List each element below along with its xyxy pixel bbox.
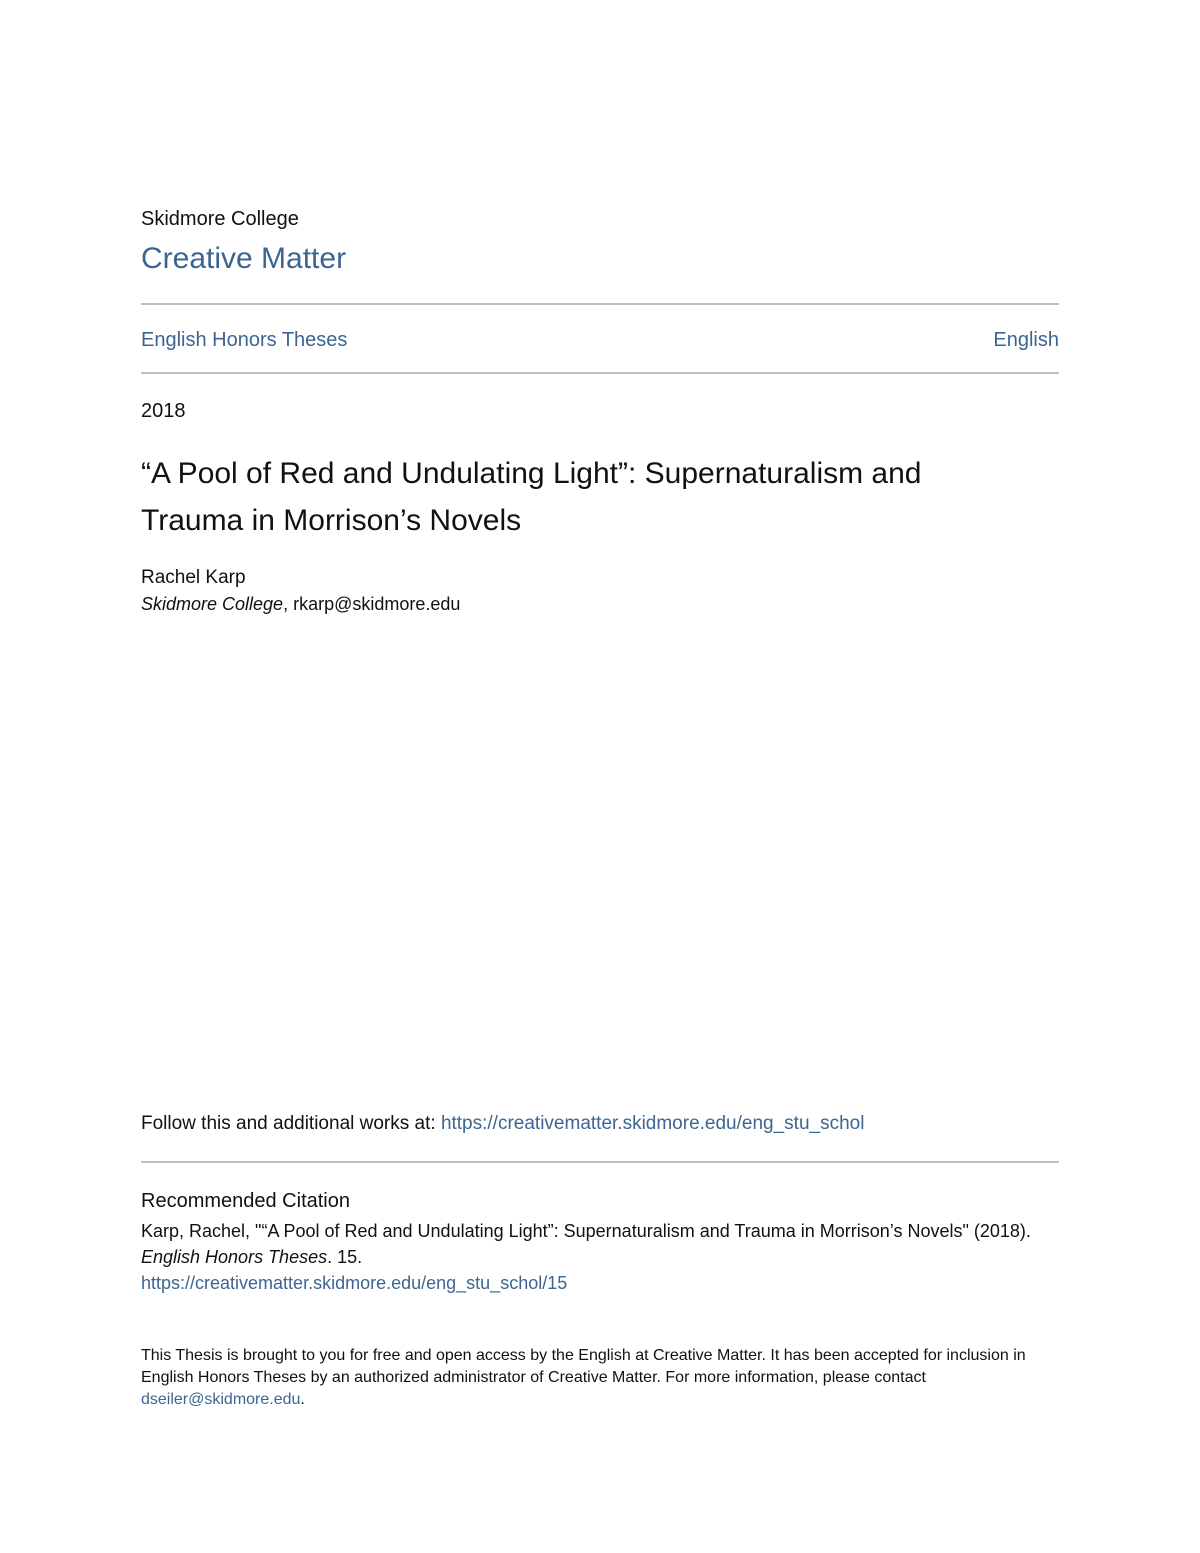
author-name: Rachel Karp bbox=[141, 567, 246, 588]
contact-email-link[interactable]: dseiler@skidmore.edu bbox=[141, 1391, 301, 1408]
citation-number: . 15. bbox=[327, 1247, 363, 1267]
access-notice-text: This Thesis is brought to you for free and open access by the English at Creative Matter. It has been accepted for inclusion in English Honors Theses by an authorized administrator of Creative Matter. For more information, please contact bbox=[141, 1347, 1026, 1386]
publication-year: 2018 bbox=[141, 400, 186, 422]
divider-top bbox=[141, 303, 1059, 305]
title-line-1: “A Pool of Red and Undulating Light”: Supernaturalism and bbox=[141, 457, 922, 490]
institution-name: Skidmore College bbox=[141, 208, 299, 230]
follow-url-link[interactable]: https://creativematter.skidmore.edu/eng_stu_schol bbox=[440, 1113, 865, 1134]
document-title bbox=[141, 450, 1001, 544]
follow-line bbox=[141, 1111, 864, 1137]
affiliation-email: , rkarp@skidmore.edu bbox=[283, 594, 461, 614]
divider-series bbox=[141, 372, 1059, 374]
series-row bbox=[141, 326, 1059, 354]
follow-label: Follow this and additional works at: bbox=[141, 1113, 441, 1134]
citation-body bbox=[141, 1218, 1059, 1296]
title-line-2: Trauma in Morrison’s Novels bbox=[141, 504, 522, 537]
affiliation-institution: Skidmore College bbox=[141, 594, 284, 614]
citation-url-link[interactable]: https://creativematter.skidmore.edu/eng_stu_schol/15 bbox=[141, 1273, 568, 1293]
repository-link[interactable]: Creative Matter bbox=[141, 242, 347, 275]
access-notice-period: . bbox=[300, 1391, 305, 1408]
citation-heading: Recommended Citation bbox=[141, 1190, 350, 1212]
collection-link[interactable]: English Honors Theses bbox=[141, 329, 348, 351]
divider-citation bbox=[141, 1161, 1059, 1163]
author-affiliation bbox=[141, 592, 460, 616]
department-link[interactable]: English bbox=[993, 329, 1059, 351]
citation-series: English Honors Theses bbox=[141, 1247, 328, 1267]
access-notice bbox=[141, 1345, 1059, 1411]
citation-text: Karp, Rachel, "“A Pool of Red and Undulating Light”: Supernaturalism and Trauma in Morrison’s Novels" (2018). bbox=[141, 1221, 1031, 1241]
